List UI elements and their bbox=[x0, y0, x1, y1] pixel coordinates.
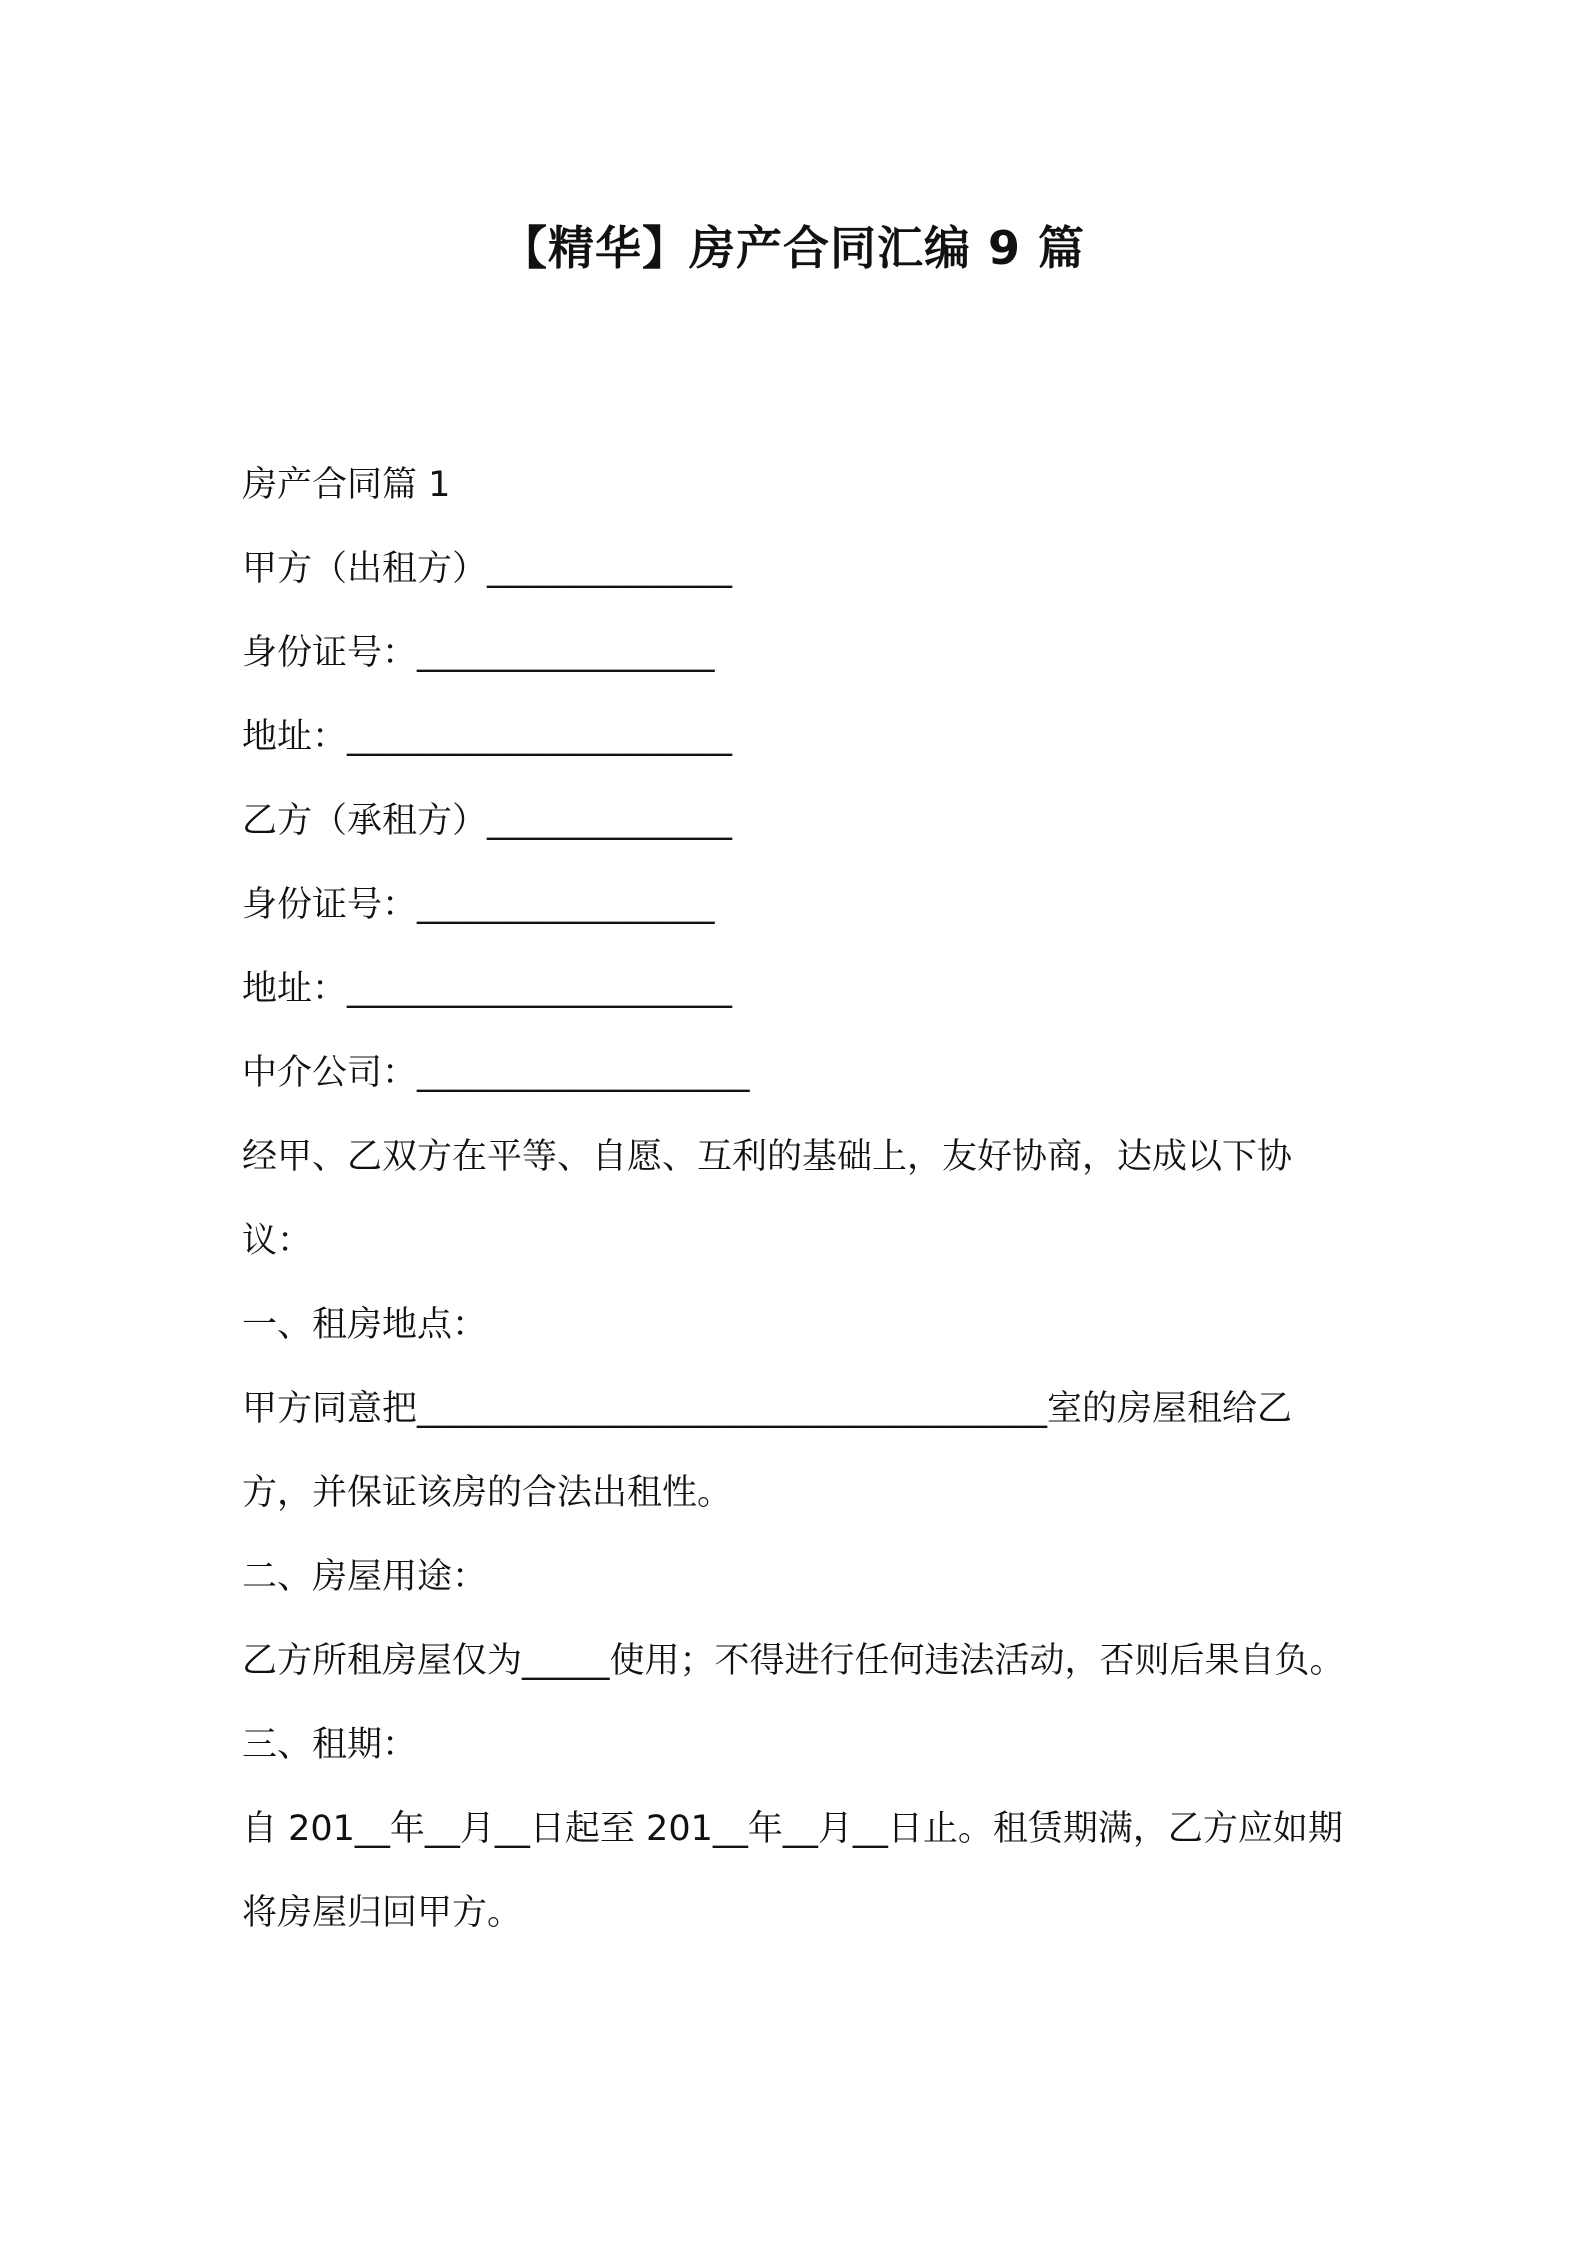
party-b-address-line: 地址：______________________ bbox=[242, 969, 733, 1009]
clause-3-paragraph: 自 201__年__月__日起至 201__年__月__日止。租赁期满，乙方应如期将房屋归回甲方。 bbox=[242, 1809, 1343, 1933]
document-body bbox=[242, 443, 1354, 1955]
clause-3-heading: 三、租期： bbox=[242, 1725, 418, 1765]
clause-2-paragraph: 乙方所租房屋仅为_____使用；不得进行任何违法活动，否则后果自负。 bbox=[242, 1641, 1345, 1681]
party-a-id-line: 身份证号：_________________ bbox=[242, 633, 715, 673]
clause-1-paragraph: 甲方同意把____________________________________室的房屋租给乙方，并保证该房的合法出租性。 bbox=[242, 1389, 1293, 1513]
clause-2-heading: 二、房屋用途： bbox=[242, 1557, 488, 1597]
party-b-line: 乙方（承租方）______________ bbox=[242, 801, 733, 841]
clause-1-heading: 一、租房地点： bbox=[242, 1305, 488, 1345]
party-b-id-line: 身份证号：_________________ bbox=[242, 885, 715, 925]
agency-line: 中介公司：___________________ bbox=[242, 1053, 750, 1093]
section-heading-contract-1: 房产合同篇 1 bbox=[242, 465, 451, 505]
party-a-line: 甲方（出租方）______________ bbox=[242, 549, 733, 589]
agreement-intro-paragraph: 经甲、乙双方在平等、自愿、互利的基础上，友好协商，达成以下协议： bbox=[242, 1137, 1293, 1261]
party-a-address-line: 地址：______________________ bbox=[242, 717, 733, 757]
document-title: 【精华】房产合同汇编 9 篇 bbox=[500, 221, 1086, 275]
